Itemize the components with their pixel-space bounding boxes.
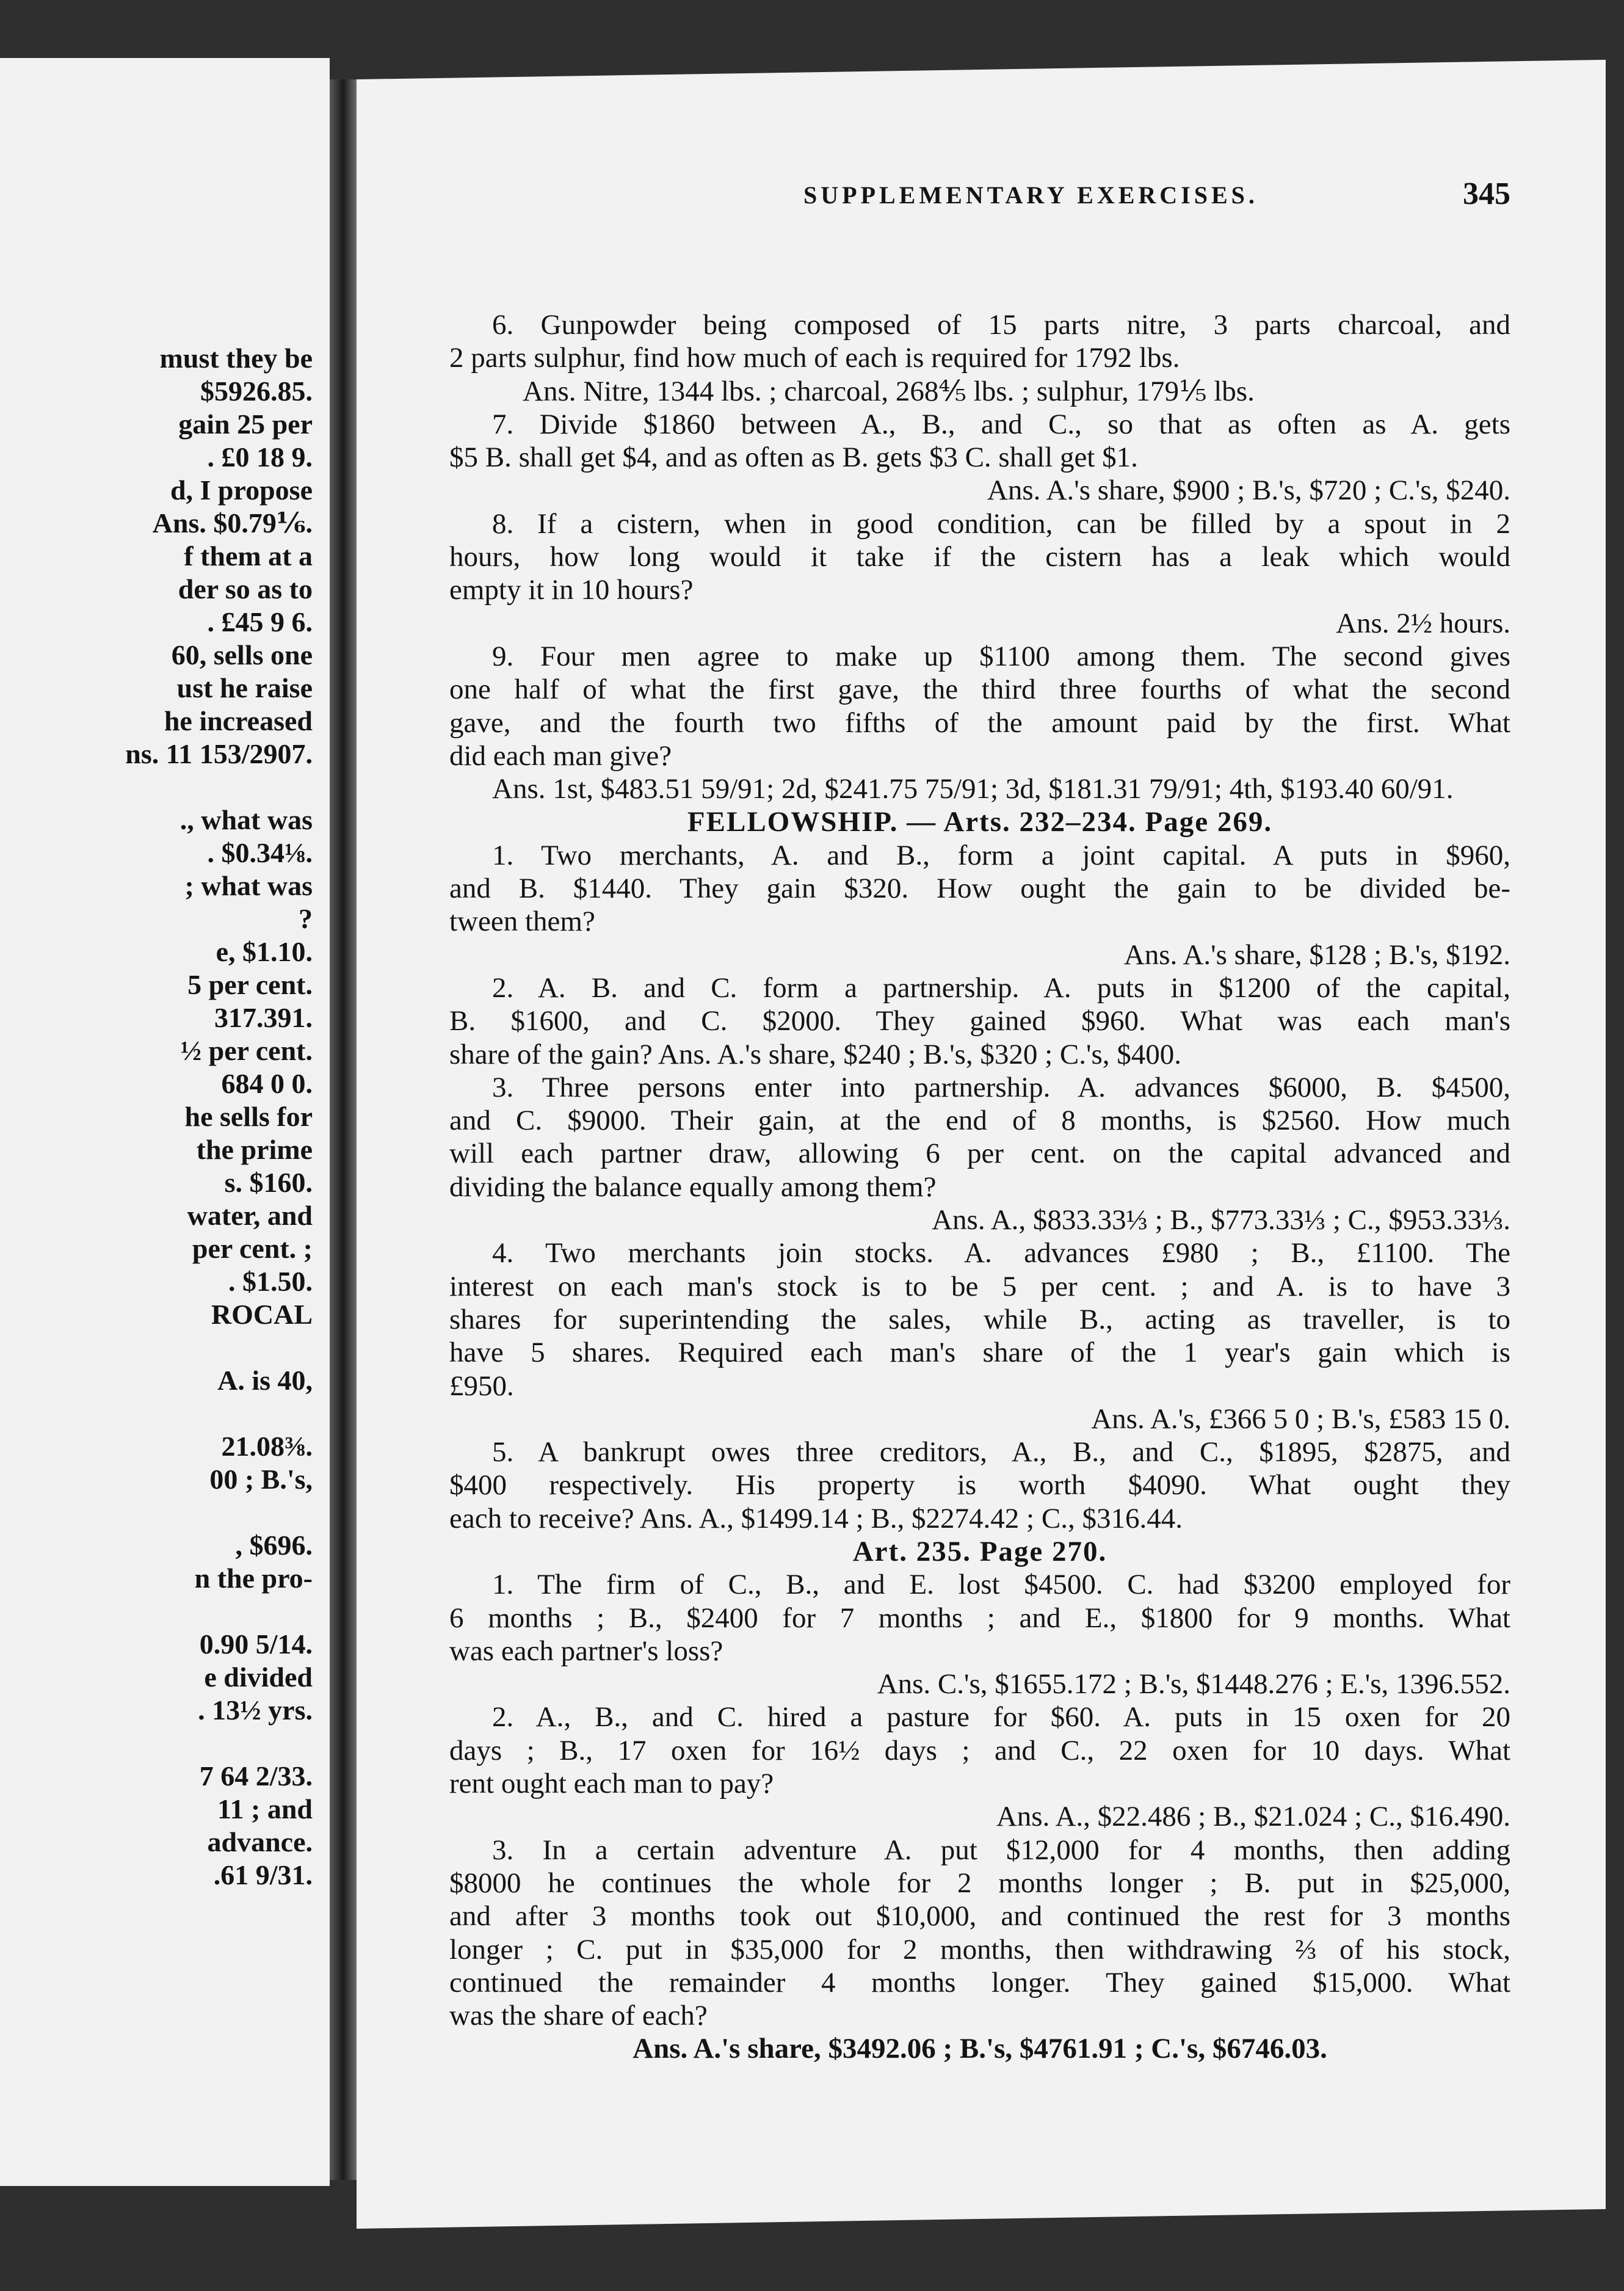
answer-line: Ans. A., $833.33⅓ ; B., $773.33⅓ ; C., $953.33⅓. [932, 1204, 1510, 1236]
text-line: share of the gain? Ans. A.'s share, $240 ; B.'s, $320 ; C.'s, $400. [449, 1038, 1182, 1070]
text-line: . $0.34⅛. [207, 837, 313, 868]
text-line: must they be [159, 343, 313, 374]
text-line: he sells for [184, 1101, 313, 1132]
answer-line: Ans. Nitre, 1344 lbs. ; charcoal, 268⅘ lbs. ; sulphur, 179⅕ lbs. [523, 375, 1255, 407]
text-line: he increased [164, 705, 313, 736]
text-line: 5. A bankrupt owes three creditors, A., B., and C., $1895, $2875, and [492, 1436, 1510, 1469]
text-line [0, 1727, 313, 1760]
text-line: longer ; C. put in $35,000 for 2 months, then withdrawing ⅔ of his stock, [449, 1933, 1510, 1966]
text-line: . $1.50. [228, 1266, 313, 1297]
text-line: 1. The firm of C., B., and E. lost $4500. C. had $3200 employed for [492, 1569, 1510, 1601]
answer-line: Ans. 2½ hours. [1336, 607, 1510, 639]
left-page-fragment [0, 58, 330, 2186]
text-line: 4. Two merchants join stocks. A. advances £980 ; B., £1100. The [492, 1237, 1510, 1269]
text-line: . 13½ yrs. [198, 1694, 313, 1726]
text-line: the prime [196, 1134, 313, 1165]
book-gutter [330, 79, 357, 2180]
text-line: 2. A., B., and C. hired a pasture for $60. A. puts in 15 oxen for 20 [492, 1701, 1510, 1734]
text-line: ., what was [179, 804, 313, 835]
page-header [449, 176, 1510, 212]
left-page-text [0, 342, 313, 1892]
section-heading: Art. 235. Page 270. [852, 1535, 1107, 1567]
text-line: £950. [449, 1370, 514, 1402]
text-line: Ans. $0.79⅙. [152, 507, 313, 539]
text-line: and after 3 months took out $10,000, and continued the rest for 3 months [449, 1900, 1510, 1933]
text-line [0, 1496, 313, 1529]
text-line [0, 1397, 313, 1430]
answer-line: Ans. A.'s share, $900 ; B.'s, $720 ; C.'s, $240. [987, 474, 1510, 507]
text-line: did each man give? [449, 739, 672, 772]
text-line: 21.08⅜. [221, 1431, 313, 1462]
text-line: hours, how long would it take if the cistern has a leak which would [449, 541, 1510, 573]
text-line: $8000 he continues the whole for 2 months longer ; B. put in $25,000, [449, 1867, 1510, 1899]
text-line: B. $1600, and C. $2000. They gained $960. What was each man's [449, 1005, 1510, 1037]
text-line: 317.391. [214, 1002, 313, 1033]
page-number: 345 [1463, 176, 1510, 211]
text-line: 3. Three persons enter into partnership. A. advances $6000, B. $4500, [492, 1071, 1510, 1103]
section-heading: FELLOWSHIP. — Arts. 232–234. Page 269. [687, 806, 1273, 838]
text-line: each to receive? Ans. A., $1499.14 ; B., $2274.42 ; C., $316.44. [449, 1502, 1183, 1534]
text-line: 6 months ; B., $2400 for 7 months ; and E., $1800 for 9 months. What [449, 1602, 1510, 1634]
text-line: .61 9/31. [213, 1859, 313, 1890]
text-line: ns. 11 153/2907. [125, 738, 313, 769]
text-line: s. $160. [224, 1167, 313, 1198]
text-line: dividing the balance equally among them? [449, 1171, 937, 1203]
text-line: . £45 9 6. [207, 606, 313, 637]
text-line: ; what was [184, 870, 313, 901]
text-line: will each partner draw, allowing 6 per cent. on the capital advanced and [449, 1138, 1510, 1170]
text-line: 60, sells one [171, 639, 313, 670]
text-line: was each partner's loss? [449, 1635, 723, 1667]
text-line: per cent. ; [192, 1233, 313, 1264]
text-line: , $696. [235, 1530, 313, 1561]
answer-line: Ans. A.'s, £366 5 0 ; B.'s, £583 15 0. [1091, 1403, 1510, 1435]
text-line: 00 ; B.'s, [209, 1464, 313, 1495]
text-line: 8. If a cistern, when in good condition, can be filled by a spout in 2 [492, 507, 1510, 540]
text-line: advance. [207, 1826, 313, 1857]
text-line: $5 B. shall get $4, and as often as B. gets $3 C. shall get $1. [449, 441, 1138, 474]
answer-line: Ans. A.'s share, $128 ; B.'s, $192. [1123, 939, 1510, 971]
text-line: gave, and the fourth two fifths of the amount paid by the first. What [449, 706, 1510, 739]
page-body [449, 308, 1510, 2066]
text-line: 6. Gunpowder being composed of 15 parts nitre, 3 parts charcoal, and [492, 309, 1510, 341]
text-line: 2. A. B. and C. form a partnership. A. puts in $1200 of the capital, [492, 971, 1510, 1004]
text-line: 1. Two merchants, A. and B., form a joint capital. A puts in $960, [492, 839, 1510, 871]
text-line [0, 1595, 313, 1628]
text-line: interest on each man's stock is to be 5 per cent. ; and A. is to have 3 [449, 1270, 1510, 1302]
text-line: and C. $9000. Their gain, at the end of 8 months, is $2560. How much [449, 1105, 1510, 1137]
text-line: n the pro- [194, 1563, 313, 1594]
text-line: 2 parts sulphur, find how much of each is required for 1792 lbs. [449, 342, 1180, 374]
text-line [0, 771, 313, 804]
answer-line: Ans. C.'s, $1655.172 ; B.'s, $1448.276 ; E.'s, 1396.552. [877, 1668, 1510, 1701]
text-line: 7 64 2/33. [199, 1760, 313, 1792]
text-line: 0.90 5/14. [199, 1628, 313, 1660]
text-line: ½ per cent. [180, 1035, 313, 1066]
text-line: rent ought each man to pay? [449, 1768, 774, 1800]
text-line: e divided [204, 1661, 313, 1693]
running-head: SUPPLEMENTARY EXERCISES. [803, 181, 1258, 209]
text-line: 7. Divide $1860 between A., B., and C., so that as often as A. gets [492, 408, 1510, 440]
text-line: gain 25 per [178, 408, 313, 440]
text-line: . £0 18 9. [207, 441, 313, 473]
text-line: continued the remainder 4 months longer. They gained $15,000. What [449, 1966, 1510, 1999]
text-line: shares for superintending the sales, while B., acting as traveller, is to [449, 1303, 1510, 1335]
text-line: was the share of each? [449, 2000, 708, 2032]
text-line: days ; B., 17 oxen for 16½ days ; and C., 22 oxen for 10 days. What [449, 1734, 1510, 1766]
text-line: A. is 40, [217, 1365, 313, 1396]
text-line: have 5 shares. Required each man's share of the 1 year's gain which is [449, 1337, 1510, 1369]
text-line [0, 1331, 313, 1364]
text-line: and B. $1440. They gain $320. How ought the gain to be divided be- [449, 873, 1510, 905]
text-line: 11 ; and [217, 1793, 313, 1824]
answer-line: Ans. 1st, $483.51 59/91; 2d, $241.75 75/91; 3d, $181.31 79/91; 4th, $193.40 60/91. [492, 773, 1454, 805]
answer-line: Ans. A.'s share, $3492.06 ; B.'s, $4761.91 ; C.'s, $6746.03. [633, 2033, 1327, 2065]
text-line: ust he raise [176, 672, 313, 703]
text-line: 684 0 0. [221, 1068, 313, 1099]
answer-line: Ans. A., $22.486 ; B., $21.024 ; C., $16.490. [996, 1801, 1510, 1833]
text-line: ROCAL [211, 1299, 313, 1330]
text-line: $400 respectively. His property is worth $4090. What ought they [449, 1469, 1510, 1501]
text-line: der so as to [178, 573, 313, 605]
text-line: d, I propose [170, 474, 313, 506]
text-line: one half of what the first gave, the third three fourths of what the second [449, 674, 1510, 706]
text-line: e, $1.10. [216, 936, 313, 967]
text-line: water, and [187, 1200, 313, 1231]
text-line: 9. Four men agree to make up $1100 among them. The second gives [492, 640, 1510, 672]
text-line: $5926.85. [200, 376, 313, 407]
text-line: ? [299, 903, 313, 934]
text-line: 3. In a certain adventure A. put $12,000 for 4 months, then adding [492, 1834, 1510, 1866]
text-line: f them at a [184, 540, 313, 572]
text-line: empty it in 10 hours? [449, 574, 694, 606]
text-line: 5 per cent. [187, 969, 313, 1000]
text-line: tween them? [449, 906, 595, 938]
